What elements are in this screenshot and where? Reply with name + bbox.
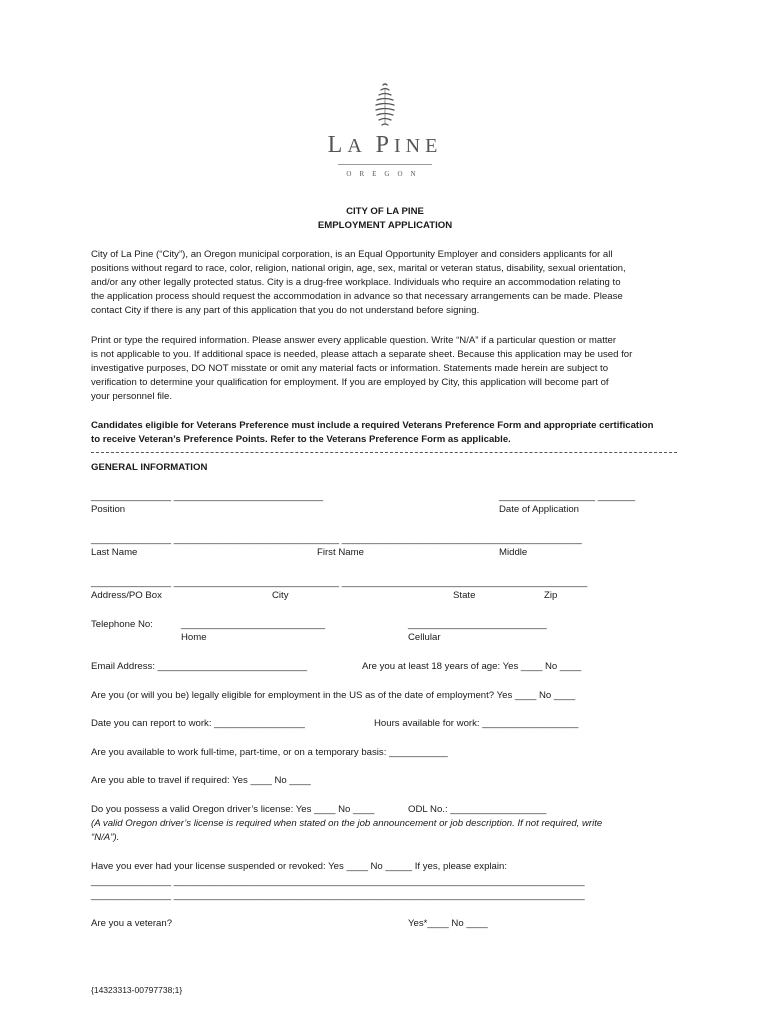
availability-question[interactable]: Are you available to work full-time, part-time, or on a temporary basis: ___________ bbox=[91, 747, 448, 758]
header-title: EMPLOYMENT APPLICATION bbox=[317, 220, 453, 231]
eligibility-question[interactable]: Are you (or will you be) legally eligible for employment in the US as of the date of employment? Yes ____ No ____ bbox=[91, 690, 576, 701]
logo-subtitle: OREGON bbox=[346, 170, 424, 178]
zip-label: Zip bbox=[544, 590, 558, 601]
name-field[interactable]: _______________ _______________________________ _____________________________________________ bbox=[91, 534, 582, 545]
veterans-note-line: to receive Veteran’s Preference Points. Refer to the Veterans Preference Form as applicable. bbox=[91, 434, 511, 445]
veteran-answer[interactable]: Yes*____ No ____ bbox=[408, 918, 488, 929]
date-of-application-field[interactable]: __________________ _______ bbox=[499, 491, 636, 502]
license-note: (A valid Oregon driver’s license is required when stated on the job announcement or job description. If not required, write bbox=[91, 818, 603, 829]
intro-line: and/or any other legally protected status. City is a drug-free workplace. Individuals who require an accommodation relating to bbox=[91, 277, 621, 288]
explanation-line-2[interactable]: _______________ _____________________________________________________________________________ bbox=[91, 890, 585, 901]
intro-line: City of La Pine (“City”), an Oregon municipal corporation, is an Equal Opportunity Employer and considers applicants for all bbox=[91, 249, 613, 260]
state-label: State bbox=[453, 590, 476, 601]
last-name-label: Last Name bbox=[91, 547, 138, 558]
instructions-paragraph bbox=[91, 334, 683, 404]
license-question[interactable]: Do you possess a valid Oregon driver’s license: Yes ____ No ____ bbox=[91, 804, 375, 815]
intro-line: the application process should request the accommodation in advance so that necessary arrangements can be made. Please bbox=[91, 291, 623, 302]
report-date-field[interactable]: Date you can report to work: _________________ bbox=[91, 718, 305, 729]
suspended-question[interactable]: Have you ever had your license suspended or revoked: Yes ____ No _____ If yes, please explain: bbox=[91, 861, 508, 872]
age-question[interactable]: Are you at least 18 years of age: Yes ____ No ____ bbox=[362, 661, 582, 672]
document-id-footer: {14323313-00797738;1} bbox=[91, 985, 183, 995]
section-title: GENERAL INFORMATION bbox=[91, 462, 208, 473]
veterans-note-line: Candidates eligible for Veterans Preference must include a required Veterans Preference Form and appropriate certification bbox=[91, 420, 654, 431]
travel-question[interactable]: Are you able to travel if required: Yes ____ No ____ bbox=[91, 775, 311, 786]
intro-line: positions without regard to race, color, religion, national origin, age, sex, marital or veteran status, disability, sexual orientation, bbox=[91, 263, 626, 274]
odl-number-field[interactable]: ODL No.: __________________ bbox=[408, 804, 547, 815]
license-note-cont: “N/A”). bbox=[91, 832, 120, 843]
instructions-line: Print or type the required information. Please answer every applicable question. Write “N/A” if a particular question or matter bbox=[91, 335, 617, 346]
telephone-label: Telephone No: bbox=[91, 619, 153, 630]
position-label: Position bbox=[91, 504, 126, 515]
middle-name-label: Middle bbox=[499, 547, 528, 558]
explanation-line-1[interactable]: _______________ _____________________________________________________________________________ bbox=[91, 876, 585, 887]
cellular-label: Cellular bbox=[408, 632, 441, 643]
city-label: City bbox=[272, 590, 289, 601]
intro-paragraph bbox=[91, 248, 683, 318]
veterans-note bbox=[91, 419, 683, 447]
hours-available-field[interactable]: Hours available for work: __________________ bbox=[374, 718, 579, 729]
address-label: Address/PO Box bbox=[91, 590, 162, 601]
instructions-line: verification to determine your qualification for employment. If you are employed by City, this application will become part of bbox=[91, 377, 609, 388]
home-phone-field[interactable]: ___________________________ bbox=[181, 619, 326, 630]
logo-divider bbox=[338, 164, 432, 165]
first-name-label: First Name bbox=[317, 547, 364, 558]
instructions-line: investigative purposes, DO NOT misstate or omit any material facts or information. Statements made herein are subject to bbox=[91, 363, 609, 374]
header-city: CITY OF LA PINE bbox=[346, 206, 424, 217]
section-divider bbox=[91, 452, 677, 453]
date-of-application-label: Date of Application bbox=[499, 504, 580, 515]
instructions-line: your personnel file. bbox=[91, 391, 173, 402]
veteran-question: Are you a veteran? bbox=[91, 918, 173, 929]
la-pine-logo bbox=[320, 82, 450, 182]
email-field[interactable]: Email Address: ____________________________ bbox=[91, 661, 308, 672]
position-field[interactable]: _______________ ____________________________ bbox=[91, 491, 324, 502]
instructions-line: is not applicable to you. If additional space is needed, please attach a separate sheet. Because this application may be used for bbox=[91, 349, 633, 360]
address-field[interactable]: _______________ _______________________________ ______________________________________________ bbox=[91, 577, 588, 588]
intro-line: contact City if there is any part of this application that you do not understand before signing. bbox=[91, 305, 480, 316]
pinecone-icon bbox=[370, 82, 400, 128]
cellular-phone-field[interactable]: __________________________ bbox=[408, 619, 547, 630]
logo-wordmark: LA PINE bbox=[327, 132, 443, 158]
home-label: Home bbox=[181, 632, 207, 643]
